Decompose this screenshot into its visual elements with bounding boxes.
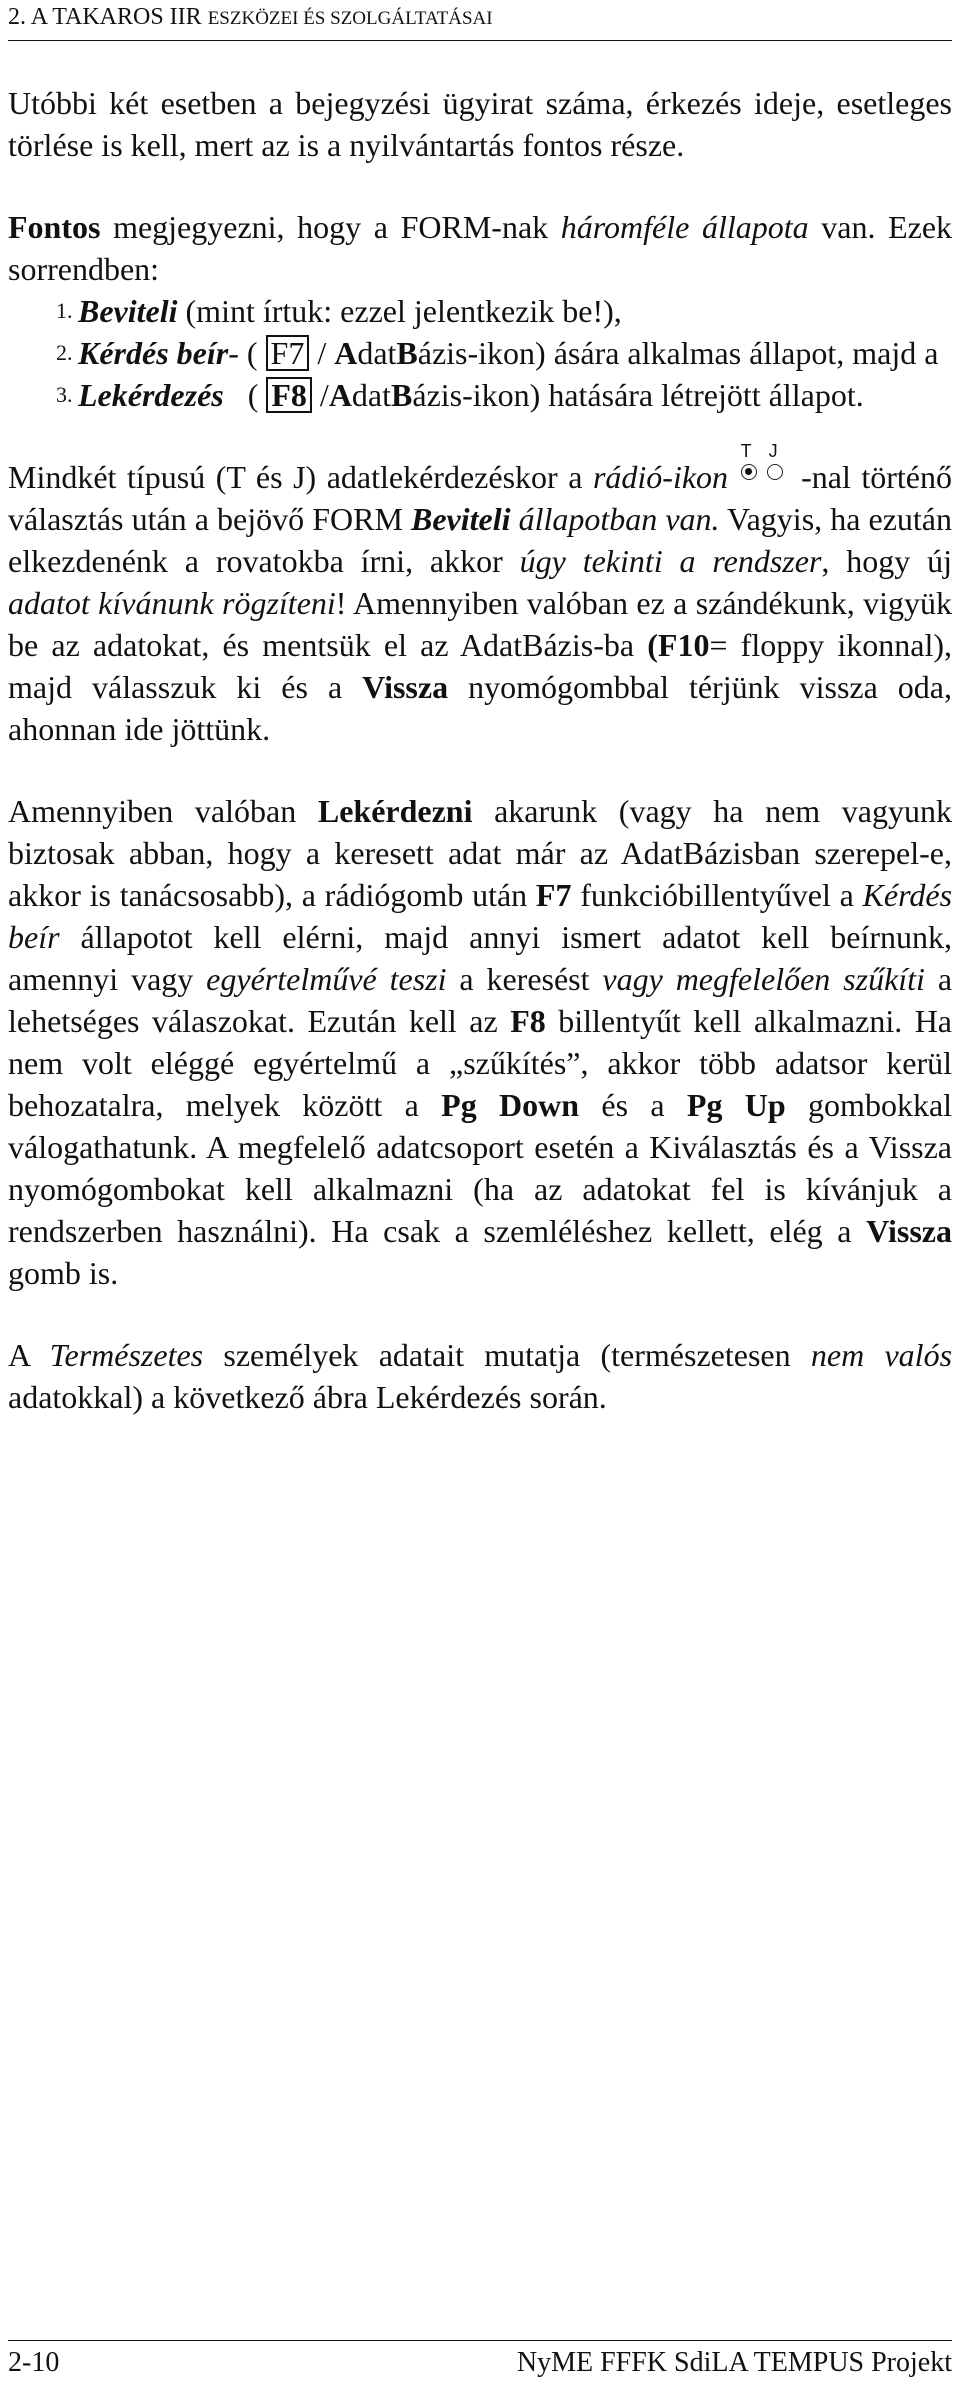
paragraph-4: Amennyiben valóban Lekérdezni akarunk (vagy ha nem vagyunk biztosak abban, hogy a keresett adat már az AdatBázisban szerepel-e, akkor is tanácsosabb), a rádiógomb után F7 funkcióbillentyűvel a Kérdés beír állapotot kell elérni, majd annyi ismert adatot kell beírnunk, amennyi vagy egyértelművé teszi a keresést vagy megfelelően szűkíti a lehetséges válaszokat. Ezután kell az F8 billentyűt kell alkalmazni. Ha nem volt eléggé egyértelmű a „szűkítés”, akkor több adatsor kerül behozatalra, melyek között a Pg Down és a Pg Up gombokkal válogathatunk. A megfelelő adatcsoport esetén a Kiválasztás és a Vissza nyomógombokat kell alkalmazni (ha az adatokat fel is kívánjuk a rendszerben használni). Ha csak a szemléléshez kellett, elég a Vissza gomb is.	[8, 793, 953, 1291]
running-footer	[8, 2340, 952, 2385]
list-item: 1. Beviteli (mint írtuk: ezzel jelentkezik be!),	[56, 293, 622, 329]
body-text	[8, 82, 952, 1418]
chapter-title: 2. A TAKAROS IIR ESZKÖZEI ÉS SZOLGÁLTATÁSAI	[8, 4, 493, 30]
form-states-list	[8, 290, 952, 416]
running-header	[8, 0, 952, 41]
paragraph-2: Fontos megjegyezni, hogy a FORM-nak háromféle állapota van. Ezek sorrendben:	[8, 209, 953, 287]
key-f7: F7	[266, 335, 310, 371]
paragraph-3: Mindkét típusú (T és J) adatlekérdezéskor a rádió-ikon T J -nal történő választás után a bejövő FORM Beviteli állapotban van. Vagyis, ha ezután elkezdenénk a rovatokba írni, akkor úgy tekinti a rendszer, hogy új adatot kívánunk rögzíteni! Amennyiben valóban ez a szándékunk, vigyük be az adatokat, és mentsük el az AdatBázis-ba (F10= floppy ikonnal), majd válasszuk ki és a Vissza nyomógombbal térjünk vissza oda, ahonnan ide jöttünk.	[8, 441, 953, 747]
key-f8: F8	[266, 377, 312, 413]
list-item: 2. Kérdés beír- ( F7 / AdatBázis-ikon) ására alkalmas állapot, majd a	[56, 335, 939, 371]
footer-source: NyME FFFK SdiLA TEMPUS Projekt	[516, 2347, 952, 2378]
paragraph-1: Utóbbi két esetben a bejegyzési ügyirat száma, érkezés ideje, esetleges törlése is kell, mert az is a nyilvántartás fontos része.	[8, 85, 952, 163]
list-item: 3. Lekérdezés ( F8 /AdatBázis-ikon) hatására létrejött állapot.	[56, 377, 864, 413]
paragraph-5: A Természetes személyek adatait mutatja (természetesen nem valós adatokkal) a következő ábra Lekérdezés során.	[8, 1337, 953, 1415]
radio-buttons-icon: T J	[739, 458, 791, 488]
page-number: 2-10	[8, 2347, 60, 2378]
